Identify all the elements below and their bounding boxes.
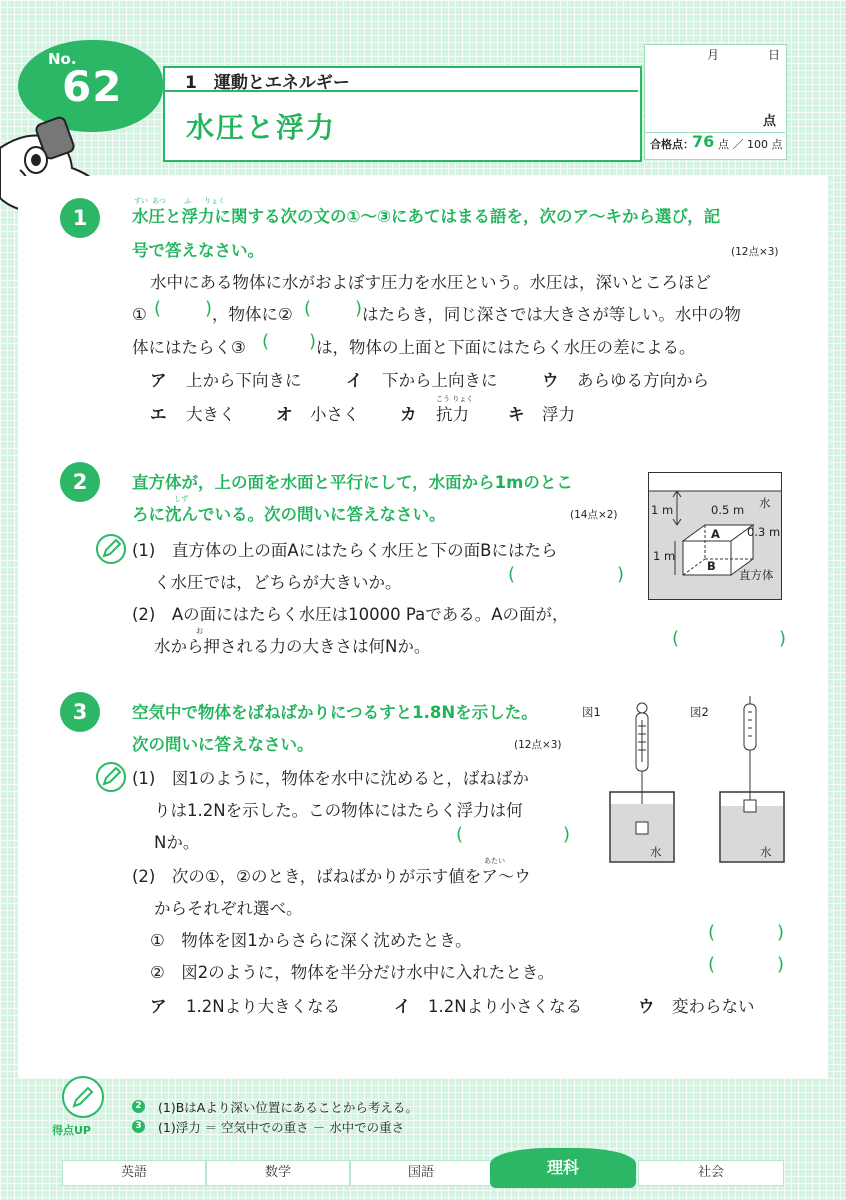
- question-2-points: (14点×2): [570, 509, 618, 521]
- face-a-label: A: [711, 527, 720, 541]
- paren-open: (: [262, 331, 270, 352]
- pencil-icon: [96, 762, 126, 792]
- question-1-points: (12点×3): [731, 246, 779, 258]
- paren-open: (: [508, 564, 516, 585]
- q1-answer-blank-2[interactable]: [304, 296, 362, 329]
- fig2-water-label: 水: [760, 845, 772, 859]
- question-2-number: 2: [60, 462, 100, 502]
- question-1-heading-line1: 水圧と浮力に関する次の文の①～③にあてはまる語を，次のア～キから選び，記: [132, 207, 721, 226]
- hint-number: 3: [132, 1120, 145, 1133]
- cuboid-figure: [648, 472, 782, 600]
- q2-1-answer-blank[interactable]: [508, 562, 624, 595]
- ruby-kouryoku: こう りょく: [436, 395, 474, 403]
- pass-suffix: 点 ／ 100 点: [718, 138, 783, 151]
- q3-1-answer-blank[interactable]: [456, 822, 570, 855]
- date-day-label: 日: [768, 48, 781, 62]
- spring-scale-diagram: [600, 696, 790, 866]
- tab-english[interactable]: 英語: [62, 1160, 206, 1186]
- q1-answer-blank-1[interactable]: [154, 296, 212, 329]
- question-2-heading-line1: 直方体が，上の面を水面と平行にして，水面から1mのとこ: [132, 473, 573, 492]
- ruby-ryoku: りょく: [204, 197, 225, 205]
- lesson-number: 62: [62, 62, 123, 111]
- choice-key: キ: [508, 405, 525, 424]
- paren-close: ): [562, 824, 570, 845]
- paren-close: ): [778, 628, 786, 649]
- paren-open: (: [672, 628, 680, 649]
- paren-close: ): [308, 331, 316, 352]
- paren-open: (: [304, 298, 312, 319]
- question-3-2-line2: からそれぞれ選べ。: [154, 899, 303, 918]
- hint-text: (1)BはAより深い位置にあることから考える。: [158, 1100, 418, 1115]
- tab-math[interactable]: 数学: [206, 1160, 350, 1186]
- question-3-heading-line1: 空気中で物体をばねばかりにつるすと1.8Nを示した。: [132, 703, 538, 722]
- pass-score: 76: [692, 132, 715, 151]
- question-3-1-line2: りは1.2Nを示した。この物体にはたらく浮力は何: [154, 801, 523, 820]
- ruby-o: お: [196, 627, 203, 635]
- question-1-number: 1: [60, 198, 100, 238]
- tab-japanese[interactable]: 国語: [350, 1160, 492, 1186]
- question-1-text-line3b: は，物体の上面と下面にはたらく水圧の差による。: [316, 338, 696, 357]
- pencil-icon: [96, 534, 126, 564]
- figure-1-label: 図1: [582, 705, 601, 719]
- hint-number: 2: [132, 1100, 145, 1113]
- choice-text: 浮力: [542, 405, 575, 424]
- choice-key: ア: [150, 997, 167, 1016]
- paren-open: (: [708, 954, 716, 975]
- question-3-1-line3: Nか。: [154, 833, 200, 852]
- question-3-points: (12点×3): [514, 739, 562, 751]
- cuboid-label: 直方体: [739, 568, 774, 582]
- pass-label: 合格点：: [650, 138, 694, 151]
- question-3-1-line1: (1) 図1のように，物体を水中に沈めると，ばねばか: [132, 769, 529, 788]
- ruby-atsu: あつ: [152, 197, 166, 205]
- paren-open: (: [154, 298, 162, 319]
- question-1-text-line1: 水中にある物体に水がおよぼす圧力を水圧という。水圧は，深いところほど: [150, 273, 711, 292]
- choice-text: 1.2Nより小さくなる: [428, 997, 583, 1016]
- choice-key: イ: [394, 997, 411, 1016]
- paren-close: ): [776, 954, 784, 975]
- tab-social-studies[interactable]: 社会: [638, 1160, 784, 1186]
- q3-2-2-answer-blank[interactable]: [708, 952, 784, 985]
- q3-2-1-answer-blank[interactable]: [708, 920, 784, 953]
- ruby-shizu: しず: [174, 495, 188, 503]
- question-1-text-line3a: 体にはたらく③: [132, 338, 246, 357]
- choice-key: エ: [150, 405, 167, 424]
- question-2-2-line2: 水から押される力の大きさは何Nか。: [154, 637, 431, 656]
- question-3-2-line1: (2) 次の①，②のとき，ばねばかりが示す値をア～ウ: [132, 867, 531, 886]
- choice-text: 変わらない: [672, 997, 755, 1016]
- depth-label: 1 m: [651, 503, 674, 517]
- question-1-heading-line2: 号で答えなさい。: [132, 241, 264, 260]
- paren-close: ): [616, 564, 624, 585]
- tab-science[interactable]: 理科: [490, 1148, 636, 1188]
- q1-blank-1-label: ①: [132, 305, 147, 324]
- choice-key: ア: [150, 371, 167, 390]
- question-3-2-sub1: ① 物体を図1からさらに深く沈めたとき。: [150, 931, 472, 950]
- choice-text: 1.2Nより大きくなる: [186, 997, 341, 1016]
- question-2-heading-line2: ろに沈んでいる。次の問いに答えなさい。: [132, 505, 446, 524]
- question-2-2-line1: (2) Aの面にはたらく水圧は10000 Paである。Aの面が，: [132, 605, 569, 624]
- choice-key: ウ: [638, 997, 655, 1016]
- date-month-label: 月: [707, 48, 720, 62]
- choice-text: あらゆる方向から: [577, 371, 709, 390]
- question-2-1-line2: く水圧では，どちらが大きいか。: [154, 573, 402, 592]
- question-3-heading-line2: 次の問いに答えなさい。: [132, 735, 314, 754]
- figure-2-label: 図2: [690, 705, 709, 719]
- paren-open: (: [708, 922, 716, 943]
- unit-title: 1 運動とエネルギー: [185, 73, 350, 93]
- score-up-label: 得点UP: [52, 1124, 91, 1137]
- question-2-1-line1: (1) 直方体の上の面Aにはたらく水圧と下の面Bにはたら: [132, 541, 558, 560]
- choice-text: 下から上向きに: [382, 371, 498, 390]
- ruby-sui: すい: [134, 197, 148, 205]
- choice-key: オ: [276, 405, 293, 424]
- hint-text: (1)浮力 ＝ 空気中での重さ － 水中での重さ: [158, 1120, 405, 1135]
- number-label: No.: [48, 50, 77, 68]
- choice-key: カ: [400, 405, 417, 424]
- question-3-number: 3: [60, 692, 100, 732]
- ruby-atai: あたい: [484, 857, 505, 865]
- width-label: 0.5 m: [711, 503, 745, 517]
- choice-key: イ: [346, 371, 363, 390]
- ruby-fu: ふ: [184, 197, 191, 205]
- face-b-label: B: [707, 559, 716, 573]
- height-label: 1 m: [653, 549, 676, 563]
- choice-text: 上から下向きに: [186, 371, 302, 390]
- question-3-2-sub2: ② 図2のように，物体を半分だけ水中に入れたとき。: [150, 963, 555, 982]
- paren-close: ): [204, 298, 212, 319]
- choice-text: 大きく: [186, 405, 236, 424]
- score-up-icon: [62, 1076, 104, 1118]
- choice-text: 抗力: [436, 405, 469, 424]
- water-label: 水: [759, 496, 771, 510]
- q2-2-answer-blank[interactable]: [672, 626, 786, 659]
- paren-open: (: [456, 824, 464, 845]
- paren-close: ): [776, 922, 784, 943]
- q1-answer-blank-3[interactable]: [262, 329, 316, 362]
- paren-close: ): [354, 298, 362, 319]
- question-1-text-line2a: ，物体に②: [212, 305, 293, 324]
- score-divider: [644, 132, 785, 133]
- score-unit-label: 点: [763, 114, 777, 129]
- depth-side-label: 0.3 m: [747, 525, 781, 539]
- choice-key: ウ: [542, 371, 559, 390]
- choice-text: 小さく: [310, 405, 360, 424]
- page-title: 水圧と浮力: [186, 111, 337, 144]
- fig1-water-label: 水: [650, 845, 662, 859]
- question-1-text-line2b: はたらき，同じ深さでは大きさが等しい。水中の物: [362, 305, 741, 324]
